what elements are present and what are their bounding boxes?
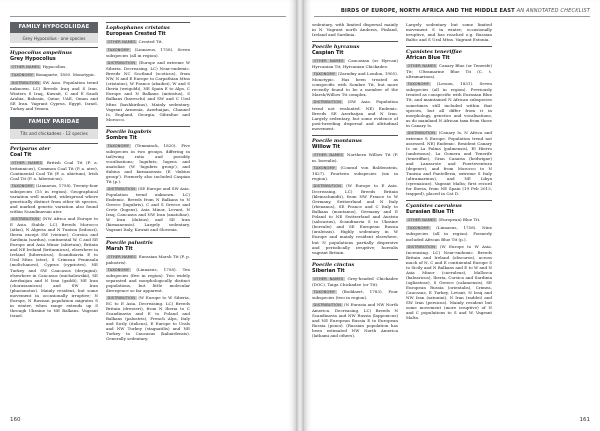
other-names-text: Grey-headed Chickadee (DOC), Taiga Chickadee (or Tit).	[312, 275, 398, 287]
other-names-label: OTHER NAMES	[313, 59, 344, 64]
taxonomy-text: (Temminck, 1820). Five subspecies in two groups, differing in tail/wing ratio and possibly vocalisations; lugubris, lugens and anatoliae (W 'lugubris group'), and dubius and kirmanensis (E 'dubius group'). Formerly also included Caspian Tit (p.).	[106, 142, 190, 185]
taxonomy-label: TAXONOMY	[107, 48, 130, 53]
species-entry	[406, 217, 492, 320]
species-entry	[10, 64, 98, 111]
species-english-name: Willow Tit	[312, 143, 340, 150]
species-heading	[312, 41, 398, 56]
taxonomy-text: (Boddaert, 1783). Four subspecies (two in region).	[312, 288, 398, 300]
species-entry	[106, 143, 190, 233]
species-entry	[312, 152, 398, 255]
species-heading	[10, 47, 98, 62]
taxonomy-text: (Conrad von Baldenstein, 1827). Fourteen subspecies (six in region).	[312, 164, 398, 181]
family-subheading: Grey Hypocolius · one species	[10, 33, 98, 43]
distribution-text: (W Europe to W Asia. Increasing. LC) Near-endemic. Breeds Britain and Ireland (obscurus), across much of N, C and E continental Europe S to Sicily and N Balkans and E to W and N Asia Minor (caeruleus), Mallorca (balearicus), Iberia, Corsica and Sardinia (ogliastrae), S Greece (calamensis), SE European Russia (orientalis), Crimea, Caucasus, E Turkey, Levant, N Iraq and NW Iran (satunini), N Iran (raddei) and SW Iran (persicus). Mainly resident but some movement (more irruptive) of N and C populations to S and W. Vagrant Malta.	[406, 243, 492, 321]
taxonomy-text: Bonaparte, 1850. Monotypic.	[35, 72, 96, 78]
left-column-1	[10, 22, 98, 320]
other-names-label: OTHER NAMES	[313, 276, 344, 281]
distribution-label: DISTRIBUTION	[107, 295, 136, 300]
other-names-label: OTHER NAMES	[407, 218, 436, 223]
right-column-1	[312, 22, 398, 340]
species-heading	[406, 46, 492, 61]
other-names-text: Northern Willow Tit (P. m. borealis).	[312, 151, 398, 163]
other-names-text: (European) Blue Tit.	[438, 217, 481, 223]
left-column-2	[106, 22, 190, 343]
species-entry	[106, 39, 190, 122]
other-names-label: OTHER NAMES	[313, 152, 343, 157]
species-heading	[106, 22, 190, 37]
distribution-label: DISTRIBUTION	[107, 61, 136, 66]
family-subheading: Tits and chickadees · 12 species	[10, 129, 98, 139]
running-head-subtitle: AN ANNOTATED CHECKLIST	[516, 8, 590, 14]
other-names-label: OTHER NAMES	[11, 65, 40, 70]
family-heading: FAMILY PARIDAE	[10, 117, 98, 128]
species-english-name: Siberian Tit	[312, 267, 345, 274]
running-head-title: BIRDS OF EUROPE, NORTH AFRICA AND THE MIDDLE EAST	[340, 8, 515, 14]
species-heading	[106, 237, 190, 252]
other-names-text: Crested Tit.	[138, 39, 163, 44]
taxonomy-text: (Zarudny and Loudon, 1905). Monotypic. Has been treated as conspecific with Sombre Tit, but more recently found to be a member of the Marsh/Willow Tit complex.	[312, 71, 398, 98]
species-heading	[312, 259, 398, 274]
species-entry	[10, 160, 98, 318]
book-gutter	[296, 0, 304, 431]
species-scientific-name: Poecile palustris	[106, 239, 153, 246]
species-english-name: Caspian Tit	[312, 50, 344, 57]
species-english-name: Marsh Tit	[106, 245, 133, 252]
species-heading	[10, 143, 98, 158]
page-number: 160	[10, 417, 21, 423]
species-scientific-name: Poecile lugubris	[106, 128, 152, 135]
species-scientific-name: Cyanistes teneriffae	[406, 49, 462, 56]
continued-text: sedentary, with limited dispersal mainly in N. Vagrant north Andorra, Finland, Ireland and Sardinia.	[312, 22, 398, 38]
distribution-label: DISTRIBUTION	[313, 183, 342, 188]
other-names-text: Eurasian Marsh Tit (P. p. palustris).	[106, 253, 190, 265]
species-entry	[312, 58, 398, 131]
species-entry	[312, 276, 398, 339]
distribution-label: DISTRIBUTION	[407, 244, 436, 249]
other-names-label: OTHER NAMES	[407, 64, 436, 69]
other-names-text: Hypocolius.	[42, 64, 67, 70]
distribution-text: (SW Asia. Population trend not evaluated. NE) Endemic. Breeds SE Azerbaijan and N Iran. Largely sedentary, but some evidence of post-breeding dispersal and altitudinal movement.	[312, 99, 398, 131]
species-scientific-name: Cyanistes caeruleus	[406, 203, 462, 210]
species-english-name: Grey Hypocolius	[10, 56, 56, 63]
taxonomy-label: TAXONOMY	[107, 267, 130, 272]
taxonomy-label: TAXONOMY	[313, 72, 336, 77]
family-heading: FAMILY HYPOCOLIIDAE	[10, 22, 98, 33]
distribution-text: (W Europe to E Asia. Decreasing. LC) Breeds Britain (kleinschmidti), from NW France to W Germany, Switzerland and N Italy (rhenanus), SE France and C Italy to Balkans (montanus), Germany and E Poland to NE Switzerland and Austria (salicarius), Scandinavia S to Ukraine (borealis) and SE European Russia (uralensis). Highly sedentary in W Europe and mainly resident elsewhere, but N populations partially dispersive and periodically irruptive; borealis vagrant Britain.	[312, 182, 398, 255]
distribution-label: DISTRIBUTION	[107, 187, 136, 192]
taxonomy-label: TAXONOMY	[407, 82, 430, 87]
distribution-text: (SE Europe and SW Asia. Population trend unknown. LC) Endemic. Breeds from N Balkans to N Greece (lugubris), C and S Greece and Crete (lugens), Asia Minor, Levant, N Iraq, Caucasus and NW Iran (anatoliae), W Iran (dubius) and SE Iran (kirmanensis). Largely sedentary. Vagrant Italy, Kuwait and Slovenia.	[106, 186, 190, 233]
header-rule	[314, 16, 590, 17]
distribution-text: (Europe and extreme W Siberia. Decreasing. LC) Near-endemic. Breeds NC Scotland (scoticus), from NW, N and E Europe to Carpathian Mtns (cristatus), W France (abadiei), W and S Iberia (weigoldi), NE Spain E to Alps, C Europe and N Balkans (mitratus), S Balkans (baveschi) and SW and C Ural Mtns (bashkirikus). Mainly sedentary. Vagrant Armenia, Azerbaijan, Channel Is, England, Georgia, Gibraltar and Morocco.	[106, 60, 190, 122]
other-names-label: OTHER NAMES	[11, 160, 42, 165]
header-rule	[10, 16, 286, 17]
species-english-name: African Blue Tit	[406, 55, 450, 62]
taxonomy-label: TAXONOMY	[313, 289, 336, 294]
species-english-name: European Crested Tit	[106, 31, 166, 37]
species-heading	[406, 200, 492, 215]
species-english-name: Sombre Tit	[106, 134, 137, 141]
taxonomy-text: (Lesson, 1831). Seven subspecies (all in region). Previously treated as conspecific with Eurasian Blue Tit, and maintained N African subspecies sometimes still included within that species, but all differ from it in morphology, genetics and vocalisations, as do mainland N African taxa from those in Canary Is.	[406, 81, 492, 128]
species-entry	[106, 254, 190, 342]
taxonomy-text: (Linnaeus, 1758). Seven subspecies (all in region).	[106, 47, 190, 59]
distribution-text: (W Europe to W Siberia, EC to E Asia. Decreasing. LC) Breeds Britain (dresseri), from N Iberia to C Scandinavia and E to Poland and Balkans (palustris), French Alps, Italy and Sicily (italicus), E Europe to Urals and NW Turkey (stagnatilis) and NE Turkey to Caucasus (kabardensis). Generally sedentary.	[106, 294, 190, 342]
other-names-label: OTHER NAMES	[107, 254, 136, 259]
species-heading	[106, 126, 190, 141]
species-scientific-name: Lophophanes cristatus	[106, 25, 170, 31]
species-scientific-name: Periparus ater	[10, 145, 51, 152]
taxonomy-label: TAXONOMY	[407, 226, 430, 231]
other-names-text: Canary Blue (or Tenerife) Tit; Ultramarine Blue Tit (C. t. ultramarinus).	[406, 63, 493, 80]
species-scientific-name: Hypocolius ampelinus	[10, 50, 72, 57]
taxonomy-label: TAXONOMY	[11, 73, 34, 78]
taxonomy-text: (Linnaeus, 1758). Twenty-four subspecies (15 in region). Geographical variation well marked, widespread where genetically distinct from other tit species, and marked genetic variation also found within Scandinavian ater.	[10, 182, 98, 214]
species-scientific-name: Poecile cinctus	[312, 261, 355, 268]
species-scientific-name: Poecile montanus	[312, 137, 362, 144]
species-english-name: Coal Tit	[10, 151, 32, 158]
left-page	[0, 0, 296, 431]
species-heading	[312, 135, 398, 150]
distribution-label: DISTRIBUTION	[11, 81, 40, 86]
species-english-name: Eurasian Blue Tit	[406, 209, 454, 216]
other-names-label: OTHER NAMES	[107, 40, 136, 44]
taxonomy-text: (Linnaeus, 1758). Ten subspecies (five in region). Two widely separated and morphologically distinct populations, but little molecular divergence so far apparent.	[106, 266, 190, 293]
page-number: 161	[579, 417, 590, 423]
distribution-text: (NW Africa and Europe to E Asia. Stable. LC) Breeds Morocco (atlas), N Algeria and N Tunisia (ledouci), Iberia except SW (vieirae), Corsica and Sardinia (sardus), continental W, C and SE Europe and Asia Minor (abietum), Britain and NE Ireland (britannicus), elsewhere in Ireland (hibernicus), Scandinavia E to Ural Mtns (ater), S Crimean Peninsula (moltchanovi), Cyprus (cypriotes), NE Turkey and SW Caucasus (derjugini), elsewhere in Caucasus (michalowskii), SE Azerbaijan and N Iran (gaddi), NE Iran (chorassanicus) and SW Iran (phaeonotus). Mainly resident, but some movement in occasionally irruptive; N Europe, N Russian population migrates S in winter, when range extends up S through Ukraine to NE Balkans. Vagrant Israel.	[10, 216, 98, 318]
taxonomy-label: TAXONOMY	[313, 165, 336, 170]
continued-text: Largely sedentary but some limited movement S in winter; occasionally irruptive, and has reached e.g. Russian Baltic and S Ural Mtns. Vagrant Estonia.	[406, 22, 492, 43]
taxonomy-label: TAXONOMY	[11, 183, 34, 188]
distribution-label: DISTRIBUTION	[313, 302, 342, 307]
right-page	[304, 0, 600, 431]
running-head	[341, 8, 590, 14]
distribution-label: DISTRIBUTION	[11, 217, 40, 222]
right-column-2	[406, 22, 492, 322]
distribution-label: DISTRIBUTION	[313, 100, 342, 105]
distribution-text: (Canary Is, N Africa and extreme S Europe. Population trend not assessed. NE) Endemic. Resident Canary Is on La Palma (palmensis), El Hierro (ombriosus), La Gomera and Tenerife (teneriffae), Gran Canaria (hedwigae) and Lanzarote and Fuerteventura (degener), and from Morocco to N Tunisia and Pantelleria, extreme S Italy (ultramarinus), and NE Libya (cyrenaicae). Vagrant Malta; first record for Iberia, from NE Spain (19 Feb 2013, trapped), placed in Cat D.	[406, 129, 492, 197]
taxonomy-text: (Linnaeus, 1758). Nine subspecies (all in region). Formerly included African Blue Tit (p.).	[406, 225, 492, 242]
distribution-label: DISTRIBUTION	[407, 130, 436, 135]
distribution-text: (N Eurasia and NW North America. Decreasing. LC) Breeds N Scandinavia and NW Russia (lapponicus) and NE European Russia E to European Russia (ponoi). (Russian population has been estimated NW North America (lathami and others).	[312, 301, 398, 339]
distribution-text: SW Asia. Population trend unknown. LC) Breeds Iraq and S Iran. Winters S Iraq, Kuwait, C and E Saudi Arabia, Bahrain, Qatar, UAE, Oman and SE Iran. Vagrant Cyprus, Egypt, Israel, Turkey and Yemen.	[10, 80, 98, 112]
species-entry	[406, 63, 492, 196]
species-scientific-name: Poecile hyrcanus	[312, 44, 360, 51]
other-names-text: Caucasian (or Hyrcan) Hyrcanian Tit, Hyrcanian Chickadee.	[312, 58, 398, 70]
taxonomy-label: TAXONOMY	[107, 143, 130, 148]
other-names-text: British Coal Tit (P. a. britannicus), Common Coal Tit (P. a. ater), Continental Coal Tit (P. a. abietum), Irish Coal Tit (P. a. hibernicus).	[10, 159, 98, 181]
